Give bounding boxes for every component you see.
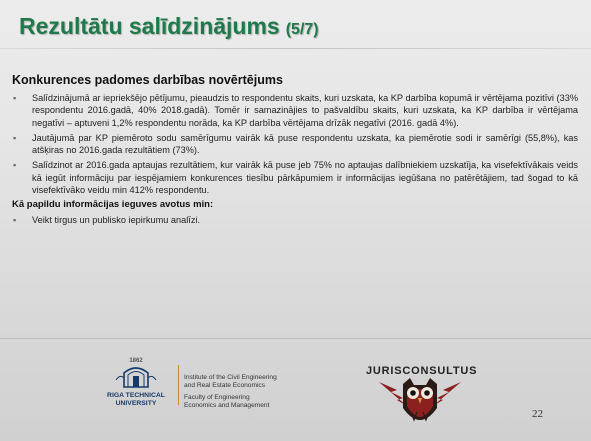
bullet-marker-icon: ▪ [13, 160, 17, 171]
logo-separator [178, 365, 179, 405]
institute-line1: Institute of the Civil Engineering [184, 374, 277, 381]
slide-title [19, 13, 319, 40]
footer-divider [0, 338, 591, 339]
bullet-text: Salīdzinot ar 2016.gada aptaujas rezultātiem, kur vairāk kā puse jeb 75% no aptaujas dalībniekiem uzskatīja, ka visefektīvākais veids kā iegūt informāciju par iespējamiem konkurences tiesību pārkāpumiem ir informācijas iegūšana no patērētājiem, tad šogad to kā visefektīvāko veidu min 412% respondentu. [32, 160, 578, 196]
bullet-item [12, 132, 578, 157]
slide-content [12, 73, 578, 230]
rtu-crest-icon [106, 360, 166, 390]
section-heading: Konkurences padomes darbības novērtējums [12, 73, 283, 87]
faculty-line1: Faculty of Engineering [184, 394, 250, 402]
sub-bullet-item [12, 214, 578, 226]
slide-counter: (5/7) [285, 21, 319, 38]
rtu-name [96, 392, 176, 408]
rtu-name-line2: UNIVERSITY [115, 400, 157, 407]
bullet-marker-icon: ▪ [13, 93, 17, 103]
bullet-text: Salīdzinājumā ar iepriekšējo pētījumu, pieaudzis to respondentu skaits, kuri uzskata, ka KP darbība kopumā ir vērtējama pozitīvi (33% respondentu 2016.gadā, 40% 2018.gadā). Tomēr ir samazinājies to pašvaldību skaits, kuri uzskata, ka KP darbība ir vērtējama negatīvi – aptuveni 1,2% respondentu norāda, ka KP darbība vērtējama drīzāk negatīvi (2016. gadā 4%). [32, 93, 578, 128]
rtu-year: 1862 [129, 358, 143, 364]
institute-line2: and Real Estate Economics [184, 381, 265, 389]
bullet-marker-icon: ▪ [13, 215, 17, 226]
jurisconsultus-brand: JURISCONSULTUS [366, 365, 478, 377]
faculty-line2: Economics and Management [184, 401, 270, 409]
title-divider [0, 48, 591, 49]
rtu-name-line1: RIGA TECHNICAL [107, 392, 165, 399]
bullet-item [12, 92, 578, 129]
bullet-text: Jautājumā par KP piemēroto sodu samērīgumu vairāk kā puse respondentu uzskata, ka piemērotie sodi ir samērīgi (55,8%), kas atšķiras no 2016.gada rezultātiem (73%). [32, 132, 578, 156]
page-number: 22 [532, 408, 543, 420]
owl-logo-icon [377, 376, 463, 437]
rtu-logo [96, 360, 176, 408]
sub-heading: Kā papildu informācijas ieguves avotus min: [12, 199, 214, 211]
bullet-marker-icon: ▪ [13, 132, 17, 143]
bullet-item [12, 159, 578, 196]
slide-title-text: Rezultātu salīdzinājums [19, 13, 280, 39]
institute-text [184, 374, 314, 409]
bullet-text: Veikt tirgus un publisko iepirkumu analīzi. [32, 215, 201, 226]
